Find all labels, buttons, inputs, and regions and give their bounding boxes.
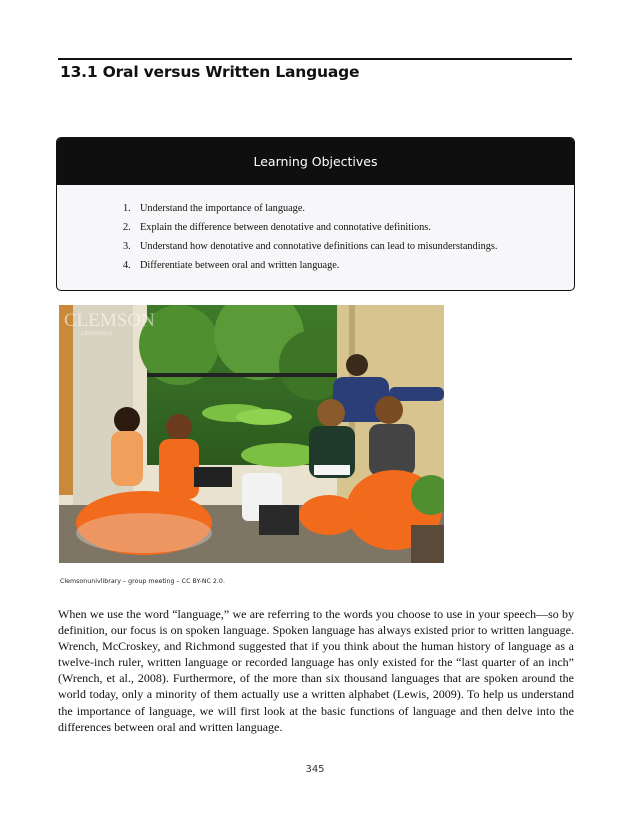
objective-item: 4. Differentiate between oral and written language.: [123, 260, 340, 271]
group-meeting-photo: [59, 305, 444, 563]
figure-caption: Clemsonunivlibrary – group meeting – CC BY-NC 2.0.: [60, 578, 225, 585]
objective-item: 3. Understand how denotative and connotative definitions can lead to misunderstandings.: [123, 241, 498, 252]
objective-item: 2. Explain the difference between denotative and connotative definitions.: [123, 222, 431, 233]
clemson-watermark-sub: LIBRARIES: [81, 331, 113, 337]
heading-rule: [58, 58, 572, 60]
learning-objectives-list: [57, 185, 574, 275]
page-number: 345: [305, 764, 325, 775]
clemson-watermark: CLEMSON: [64, 310, 155, 331]
learning-objectives-box: [56, 137, 575, 291]
section-title: 13.1 Oral versus Written Language: [60, 63, 360, 81]
objective-item: 1. Understand the importance of language.: [123, 203, 305, 214]
learning-objectives-title: Learning Objectives: [57, 138, 574, 185]
body-paragraph: When we use the word “language,” we are referring to the words you choose to use in your speech—so by definition, our focus is on spoken language. Spoken language has always existed prior to written language. Wrench, McCroskey, and Richmond suggested that if you think about the human history of language as a twelve-inch ruler, written language or recorded language has only existed for the “last quarter of an inch” (Wrench, et al., 2008). Furthermore, of the more than six thousand languages that are spoken around the world today, only a minority of them actually use a written alphabet (Lewis, 2009). To help us understand the importance of language, we will first look at the basic functions of language and then delve into the differences between oral and written language.: [58, 607, 574, 734]
